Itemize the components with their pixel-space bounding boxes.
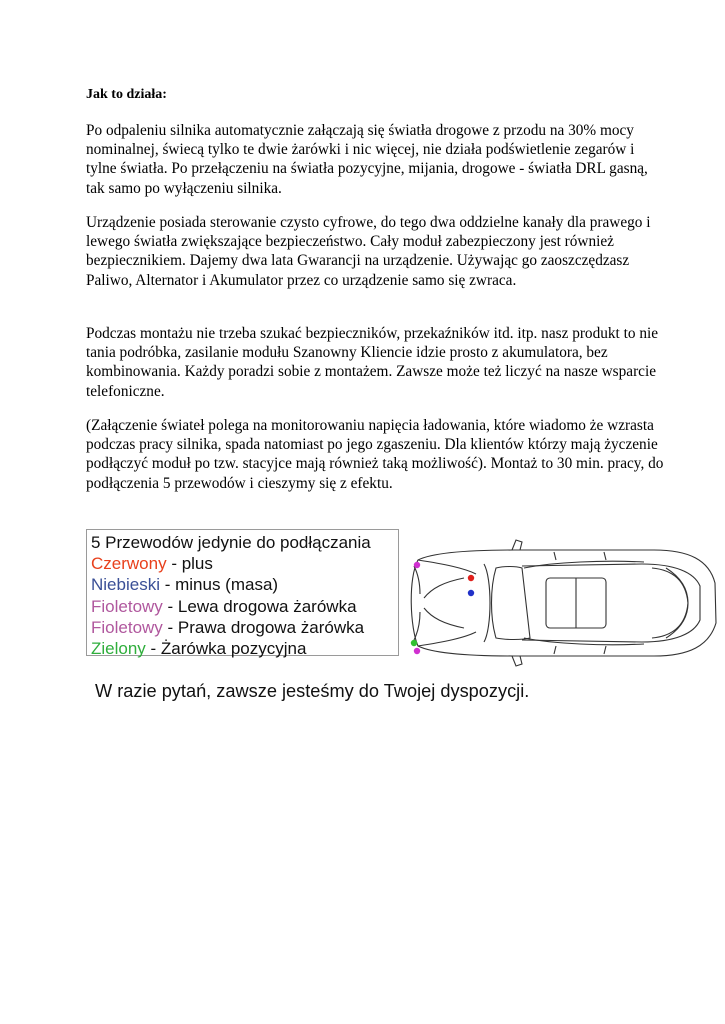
left-mirror	[512, 540, 522, 550]
paragraph-control: Urządzenie posiada sterowanie czysto cyfrowe, do tego dwa oddzielne kanały dla prawego i lewego światła zwiększające bezpieczeństwo. Cały moduł zabezpieczony jest również bezpiecznikiem. Dajemy dwa lata Gwarancji na urządzenie. Używając go zaoszczędzasz Paliwo, Alternator i Akumulator przez co urządzenie samo się zwraca.	[86, 214, 651, 289]
paragraph-operation: Po odpaleniu silnika automatycznie załączają się światła drogowe z przodu na 30% mocy nominalnej, świecą tylko te dwie żarówki i nic więcej, nie działa podświetlenie zegarów i tylne światła. Po przełączeniu na światła pozycyjne, mijania, drogowe - światła DRL gasną, tak samo po wyłączeniu silnika.	[86, 122, 648, 197]
legend-description: - minus (masa)	[159, 575, 279, 595]
blue-wire-dot	[468, 590, 474, 596]
section-heading: Jak to działa:	[86, 87, 167, 102]
legend-item-violet-right	[91, 617, 398, 638]
wire-legend	[86, 529, 399, 659]
contact-note: W razie pytań, zawsze jesteśmy do Twojej dyspozycji.	[95, 681, 530, 701]
legend-color-name: Fioletowy	[91, 617, 163, 637]
right-headlight-dot	[414, 648, 420, 654]
legend-title: 5 Przewodów jedynie do podłączania	[91, 533, 371, 552]
car-top-view-diagram	[404, 538, 720, 668]
position-light-dot	[411, 640, 417, 646]
left-headlight-dot	[414, 562, 420, 568]
legend-item-green	[91, 638, 398, 659]
windshield	[492, 567, 531, 640]
legend-color-name: Zielony	[91, 639, 146, 659]
legend-description: - plus	[166, 554, 213, 574]
legend-color-name: Czerwony	[91, 554, 167, 574]
legend-item-red	[91, 553, 398, 574]
legend-item-blue	[91, 574, 398, 595]
right-mirror	[512, 656, 522, 666]
rear-window	[652, 568, 688, 638]
car-body-outline	[411, 550, 716, 656]
legend-item-violet-left	[91, 596, 398, 617]
red-wire-dot	[468, 575, 474, 581]
legend-description: - Żarówka pozycyjna	[145, 639, 307, 659]
legend-description: - Lewa drogowa żarówka	[162, 596, 357, 616]
paragraph-installation: Podczas montażu nie trzeba szukać bezpieczników, przekaźników itd. itp. nasz produkt to nie tania podróbka, zasilanie modułu Szanowny Kliencie idzie prosto z akumulatora, bez kombinowania. Każdy poradzi sobie z montażem. Zawsze może też liczyć na nasze wsparcie telefoniczne.	[86, 325, 659, 400]
paragraph-voltage-note: (Załączenie świateł polega na monitorowaniu napięcia ładowania, które wiadomo że wzrasta podczas pracy silnika, spada natomiast po jego zgaszeniu. Dla klientów którzy mają życzenie podłączyć moduł po tzw. stacyjce mają również taką możliwość). Montaż to 30 min. pracy, do podłączenia 5 przewodów i cieszymy się z efektu.	[86, 417, 664, 492]
car-roof	[522, 564, 700, 642]
legend-color-name: Fioletowy	[91, 596, 163, 616]
legend-description: - Prawa drogowa żarówka	[162, 617, 365, 637]
legend-color-name: Niebieski	[91, 575, 160, 595]
